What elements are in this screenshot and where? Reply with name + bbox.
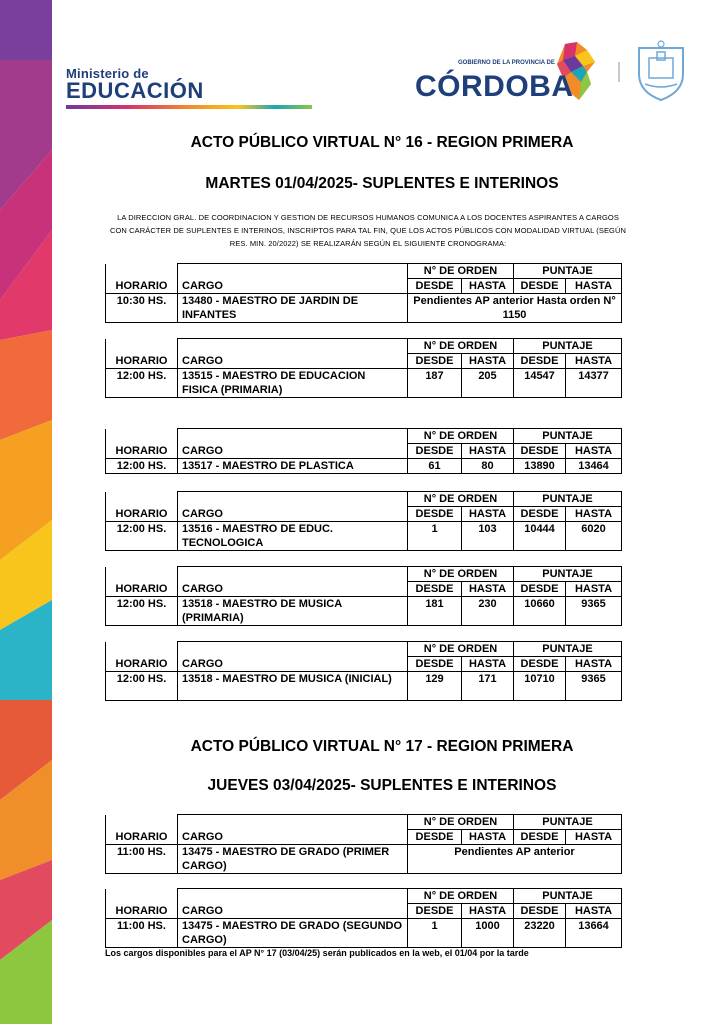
header-orden: N° DE ORDEN (408, 492, 514, 507)
header-hasta: HASTA (566, 354, 622, 369)
orden-hasta-cell: 103 (462, 522, 514, 551)
header-blank (106, 264, 178, 279)
header-blank (178, 429, 408, 444)
header-desde: DESDE (408, 279, 462, 294)
cargo-cell: 13515 - MAESTRO DE EDUCACION FISICA (PRIMARIA) (178, 369, 408, 398)
horario-cell: 11:00 HS. (106, 919, 178, 948)
header-hasta: HASTA (566, 657, 622, 672)
header-horario: HORARIO (106, 830, 178, 845)
orden-hasta-cell: 1000 (462, 919, 514, 948)
header-desde: DESDE (408, 444, 462, 459)
header-orden: N° DE ORDEN (408, 429, 514, 444)
header-desde: DESDE (514, 904, 566, 919)
header-blank (178, 889, 408, 904)
table-row (106, 672, 622, 701)
gobierno-label: GOBIERNO DE LA PROVINCIA DE (458, 60, 555, 66)
orden-desde-cell: 1 (408, 522, 462, 551)
table-row (106, 294, 622, 323)
puntaje-hasta-cell: 14377 (566, 369, 622, 398)
act17-title: ACTO PÚBLICO VIRTUAL N° 17 - REGION PRIMERA (190, 738, 574, 755)
header-blank (178, 492, 408, 507)
header-puntaje: PUNTAJE (514, 889, 622, 904)
header-blank (106, 567, 178, 582)
ministerio-educacion-logo (66, 66, 312, 109)
header-horario: HORARIO (106, 279, 178, 294)
header-cargo: CARGO (178, 279, 408, 294)
header-orden: N° DE ORDEN (408, 889, 514, 904)
intro-paragraph: LA DIRECCION GRAL. DE COORDINACION Y GESTION DE RECURSOS HUMANOS COMUNICA A LOS DOCENTES ASPIRANTES A CARGOS CON CARÁCTER DE SUPLENTES E INTERINOS, INSCRIPTOS PARA TAL FIN, QUE LOS ACTOS PÚBLICOS CON MODALIDAD VIRTUAL (SEGÚN RES. MIN. 20/2022) SE REALIZARÁN SEGÚN EL SIGUIENTE CRONOGRAMA: (109, 213, 627, 248)
header-orden: N° DE ORDEN (408, 264, 514, 279)
horario-cell: 12:00 HS. (106, 522, 178, 551)
horario-cell: 10:30 HS. (106, 294, 178, 323)
schedule-table (105, 428, 622, 474)
header-blank (106, 429, 178, 444)
table-row (106, 369, 622, 398)
header-horario: HORARIO (106, 354, 178, 369)
horario-cell: 12:00 HS. (106, 459, 178, 474)
coat-of-arms-icon (633, 40, 689, 102)
cargo-cell: 13475 - MAESTRO DE GRADO (PRIMER CARGO) (178, 845, 408, 874)
header-cargo: CARGO (178, 830, 408, 845)
header-hasta: HASTA (566, 582, 622, 597)
header-horario: HORARIO (106, 444, 178, 459)
orden-desde-cell: 61 (408, 459, 462, 474)
header-desde: DESDE (514, 582, 566, 597)
header-orden: N° DE ORDEN (408, 567, 514, 582)
ministerio-line1: Ministerio de (66, 66, 149, 81)
cordoba-wordmark: CÓRDOBA (415, 70, 574, 103)
header-blank (178, 264, 408, 279)
header-hasta: HASTA (462, 507, 514, 522)
header-puntaje: PUNTAJE (514, 567, 622, 582)
header-cargo: CARGO (178, 354, 408, 369)
schedule-table (105, 491, 622, 551)
horario-cell: 12:00 HS. (106, 597, 178, 626)
schedule-table (105, 263, 622, 323)
cargo-cell: 13480 - MAESTRO DE JARDIN DE INFANTES (178, 294, 408, 323)
cargo-cell: 13518 - MAESTRO DE MUSICA (INICIAL) (178, 672, 408, 701)
header-blank (106, 642, 178, 657)
puntaje-desde-cell: 13890 (514, 459, 566, 474)
header-puntaje: PUNTAJE (514, 264, 622, 279)
schedule-table (105, 888, 622, 948)
header-desde: DESDE (408, 354, 462, 369)
header-puntaje: PUNTAJE (514, 815, 622, 830)
orden-desde-cell: 187 (408, 369, 462, 398)
orden-desde-cell: 129 (408, 672, 462, 701)
cargo-cell: 13516 - MAESTRO DE EDUC. TECNOLOGICA (178, 522, 408, 551)
puntaje-hasta-cell: 13664 (566, 919, 622, 948)
orden-desde-cell: 1 (408, 919, 462, 948)
puntaje-desde-cell: 10660 (514, 597, 566, 626)
puntaje-desde-cell: 10710 (514, 672, 566, 701)
header-desde: DESDE (514, 657, 566, 672)
header-hasta: HASTA (462, 904, 514, 919)
header-cargo: CARGO (178, 507, 408, 522)
header-desde: DESDE (514, 444, 566, 459)
header-puntaje: PUNTAJE (514, 642, 622, 657)
header-desde: DESDE (408, 582, 462, 597)
header-desde: DESDE (408, 507, 462, 522)
puntaje-desde-cell: 14547 (514, 369, 566, 398)
table-row (106, 597, 622, 626)
header-hasta: HASTA (462, 582, 514, 597)
header-hasta: HASTA (462, 279, 514, 294)
header-hasta: HASTA (462, 830, 514, 845)
orden-desde-cell: 181 (408, 597, 462, 626)
header-hasta: HASTA (462, 657, 514, 672)
decorative-stripe (0, 0, 52, 1024)
cargo-cell: 13517 - MAESTRO DE PLASTICA (178, 459, 408, 474)
cargo-cell: 13518 - MAESTRO DE MUSICA (PRIMARIA) (178, 597, 408, 626)
header-blank (106, 889, 178, 904)
header-puntaje: PUNTAJE (514, 429, 622, 444)
act17-subtitle: JUEVES 03/04/2025- SUPLENTES E INTERINOS (207, 777, 557, 794)
header-hasta: HASTA (462, 444, 514, 459)
header-desde: DESDE (408, 830, 462, 845)
header-orden: N° DE ORDEN (408, 642, 514, 657)
puntaje-desde-cell: 10444 (514, 522, 566, 551)
header-hasta: HASTA (566, 830, 622, 845)
header-blank (178, 339, 408, 354)
header-puntaje: PUNTAJE (514, 339, 622, 354)
header-blank (178, 642, 408, 657)
header-blank (178, 815, 408, 830)
logo-separator (618, 62, 620, 82)
header-hasta: HASTA (566, 904, 622, 919)
logo-color-bar (66, 105, 312, 109)
orden-hasta-cell: 205 (462, 369, 514, 398)
cargo-cell: 13475 - MAESTRO DE GRADO (SEGUNDO CARGO) (178, 919, 408, 948)
orden-hasta-cell: 80 (462, 459, 514, 474)
orden-hasta-cell: 230 (462, 597, 514, 626)
header-hasta: HASTA (566, 507, 622, 522)
note-cell: Pendientes AP anterior (408, 845, 622, 874)
header-hasta: HASTA (462, 354, 514, 369)
puntaje-desde-cell: 23220 (514, 919, 566, 948)
table-row (106, 845, 622, 874)
header-horario: HORARIO (106, 507, 178, 522)
header-desde: DESDE (408, 657, 462, 672)
header-cargo: CARGO (178, 657, 408, 672)
header-horario: HORARIO (106, 657, 178, 672)
horario-cell: 11:00 HS. (106, 845, 178, 874)
header-desde: DESDE (514, 279, 566, 294)
schedule-table (105, 641, 622, 701)
header-horario: HORARIO (106, 904, 178, 919)
act16-subtitle: MARTES 01/04/2025- SUPLENTES E INTERINOS (205, 175, 559, 192)
header-hasta: HASTA (566, 444, 622, 459)
header-blank (106, 492, 178, 507)
table-row (106, 459, 622, 474)
horario-cell: 12:00 HS. (106, 672, 178, 701)
header-hasta: HASTA (566, 279, 622, 294)
header-desde: DESDE (514, 354, 566, 369)
header-orden: N° DE ORDEN (408, 815, 514, 830)
schedule-table (105, 338, 622, 398)
orden-hasta-cell: 171 (462, 672, 514, 701)
footer-note: Los cargos disponibles para el AP N° 17 (03/04/25) serán publicados en la web, el 01/04 por la tarde (105, 948, 529, 958)
header-desde: DESDE (514, 507, 566, 522)
header-cargo: CARGO (178, 444, 408, 459)
header-blank (106, 815, 178, 830)
note-cell: Pendientes AP anterior Hasta orden N° 1150 (408, 294, 622, 323)
puntaje-hasta-cell: 13464 (566, 459, 622, 474)
header-cargo: CARGO (178, 582, 408, 597)
puntaje-hasta-cell: 9365 (566, 597, 622, 626)
table-row (106, 522, 622, 551)
puntaje-hasta-cell: 6020 (566, 522, 622, 551)
header-desde: DESDE (408, 904, 462, 919)
header-blank (106, 339, 178, 354)
horario-cell: 12:00 HS. (106, 369, 178, 398)
table-row (106, 919, 622, 948)
header-cargo: CARGO (178, 904, 408, 919)
header-puntaje: PUNTAJE (514, 492, 622, 507)
puntaje-hasta-cell: 9365 (566, 672, 622, 701)
header-blank (178, 567, 408, 582)
schedule-table (105, 566, 622, 626)
header-orden: N° DE ORDEN (408, 339, 514, 354)
act16-title: ACTO PÚBLICO VIRTUAL N° 16 - REGION PRIMERA (190, 134, 574, 151)
schedule-table (105, 814, 622, 874)
header-desde: DESDE (514, 830, 566, 845)
header-horario: HORARIO (106, 582, 178, 597)
ministerio-line2: EDUCACIÓN (66, 78, 204, 103)
